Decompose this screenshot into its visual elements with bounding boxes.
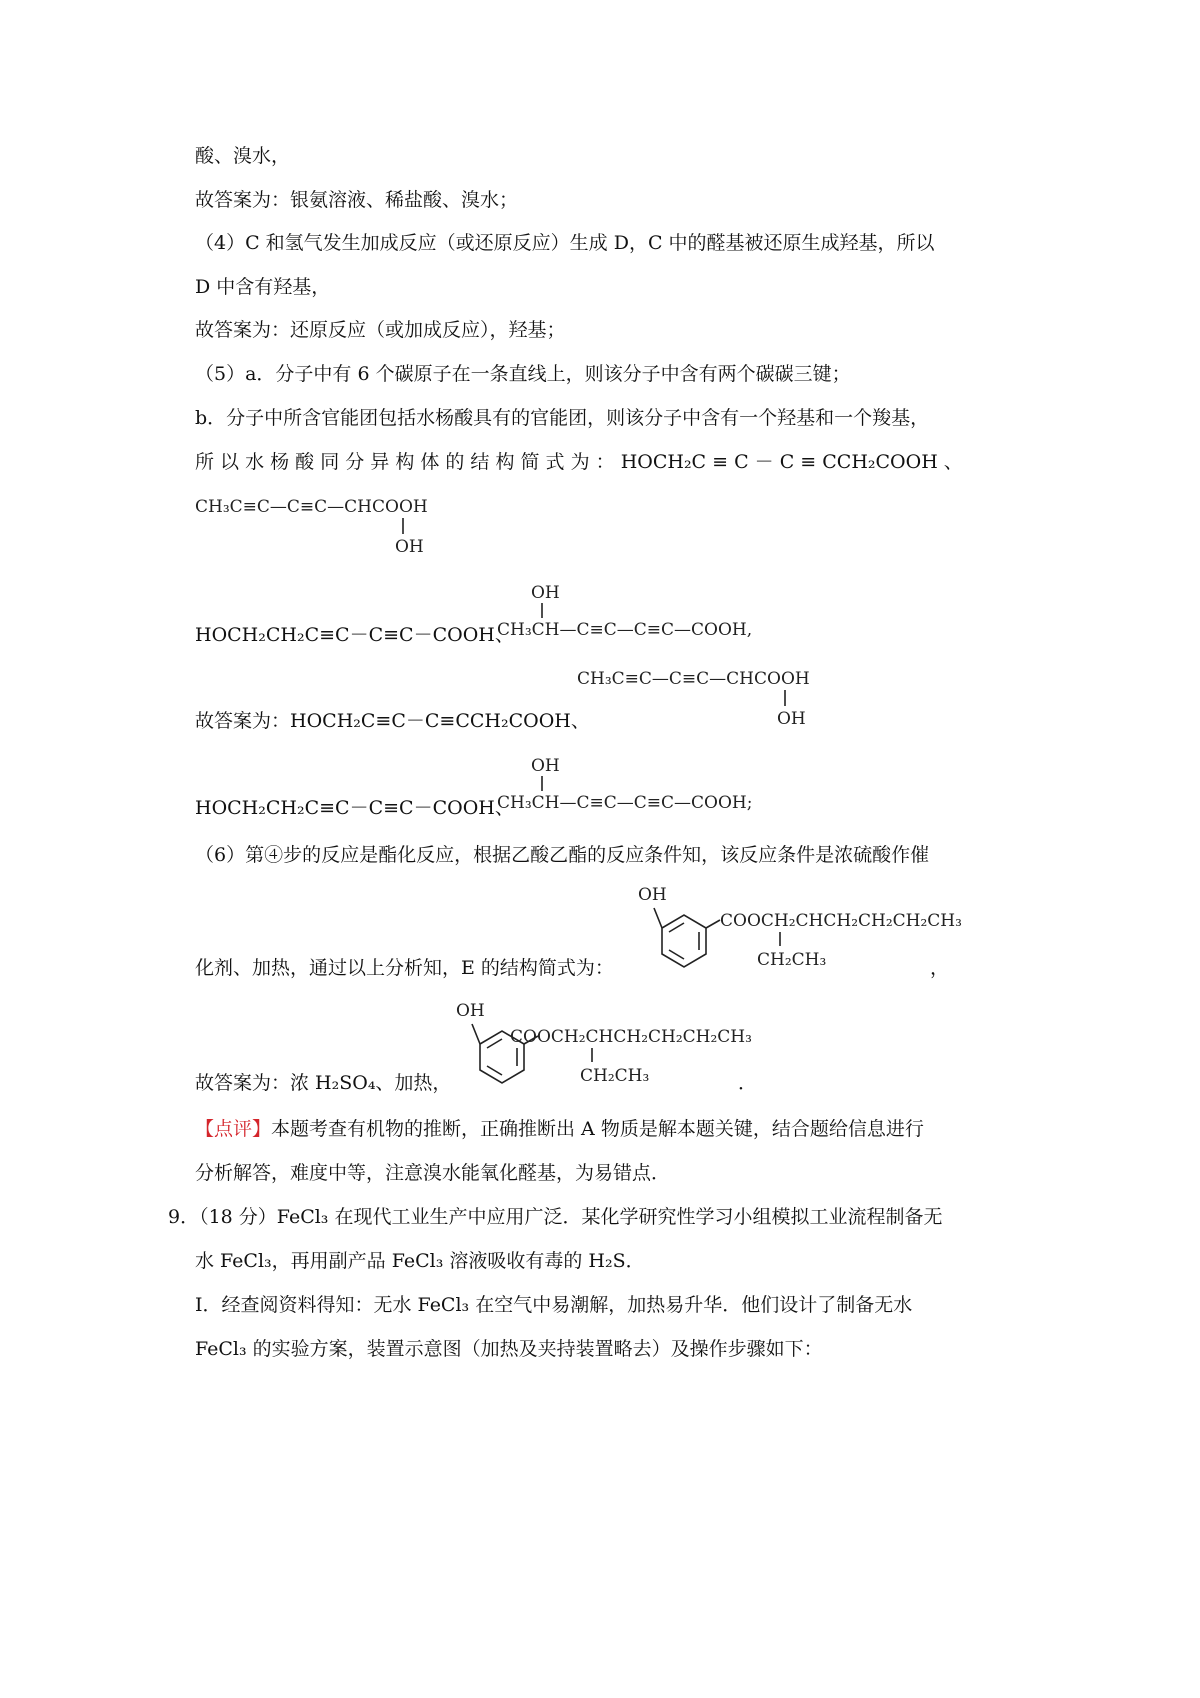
- formula: HOCH₂C ≡ C － C ≡ CCH₂COOH 、: [620, 451, 963, 473]
- structure-formula-s2: [497, 580, 817, 650]
- answer-line: 故答案为：浓 H₂SO₄、加热，: [195, 1072, 452, 1094]
- text-line: （5）a．分子中有 6 个碳原子在一条直线上，则该分子中含有两个碳碳三键；: [195, 363, 851, 385]
- structure-top: OH: [456, 1001, 485, 1021]
- structure-formula-s5: [622, 882, 962, 982]
- structure-main: COOCH₂CHCH₂CH₂CH₂CH₃: [510, 1027, 752, 1047]
- text-line: 化剂、加热，通过以上分析知，E 的结构简式为：: [195, 957, 614, 979]
- formula: HOCH₂C≡C－C≡CCH₂COOH、: [290, 710, 590, 732]
- punctuation: ．: [738, 1072, 758, 1094]
- punctuation: ，: [930, 957, 950, 979]
- structure-sub: CH₂CH₃: [580, 1066, 650, 1086]
- text-prefix: 所 以 水 杨 酸 同 分 异 构 体 的 结 构 简 式 为 ：: [195, 451, 615, 473]
- structure-formula-s4: [497, 753, 817, 823]
- structure-formula-s6: [440, 998, 760, 1098]
- text-prefix: 故答案为：: [195, 710, 291, 732]
- comment-line: [195, 1116, 924, 1142]
- comment-line: 分析解答，难度中等，注意溴水能氧化醛基，为易错点．: [195, 1162, 671, 1184]
- structure-sub: OH: [395, 537, 424, 557]
- formula: HOCH₂CH₂C≡C－C≡C－COOH、: [195, 797, 514, 819]
- structure-top: OH: [531, 583, 560, 603]
- comment-tag: 【点评】: [195, 1118, 272, 1140]
- question-9-line: FeCl₃ 的实验方案，装置示意图（加热及夹持装置略去）及操作步骤如下：: [195, 1338, 823, 1360]
- text-line: D 中含有羟基，: [195, 276, 331, 298]
- comment-text: 本题考查有机物的推断，正确推断出 A 物质是解本题关键，结合题给信息进行: [271, 1118, 924, 1140]
- question-9-line: 9．（18 分）FeCl₃ 在现代工业生产中应用广泛．某化学研究性学习小组模拟工业流程制备无: [168, 1206, 943, 1228]
- structure-sub: OH: [777, 709, 806, 729]
- answer-line: [195, 708, 590, 734]
- structure-main: CH₃CH—C≡C—C≡C—COOH,: [497, 620, 753, 640]
- structure-formula-s1: [195, 492, 495, 562]
- question-9-line: Ⅰ．经查阅资料得知：无水 FeCl₃ 在空气中易潮解，加热易升华．他们设计了制备无水: [195, 1294, 913, 1316]
- structure-main: CH₃C≡C—C≡C—CHCOOH: [195, 497, 428, 517]
- text-line: （4）C 和氢气发生加成反应（或还原反应）生成 D，C 中的醛基被还原生成羟基，所以: [195, 232, 935, 254]
- structure-main: CH₃C≡C—C≡C—CHCOOH: [577, 669, 810, 689]
- text-line: 酸、溴水，: [195, 145, 291, 167]
- text-line: [195, 449, 963, 475]
- text-line: （6）第④步的反应是酯化反应，根据乙酸乙酯的反应条件知，该反应条件是浓硫酸作催: [195, 844, 930, 866]
- structure-main: CH₃CH—C≡C—C≡C—COOH;: [497, 793, 753, 813]
- answer-line: 故答案为：银氨溶液、稀盐酸、溴水；: [195, 189, 519, 211]
- structure-top: OH: [638, 885, 667, 905]
- text-line: b．分子中所含官能团包括水杨酸具有的官能团，则该分子中含有一个羟基和一个羧基，: [195, 407, 930, 429]
- question-9-line: 水 FeCl₃，再用副产品 FeCl₃ 溶液吸收有毒的 H₂S．: [195, 1250, 645, 1272]
- formula: HOCH₂CH₂C≡C－C≡C－COOH、: [195, 624, 514, 646]
- structure-sub: CH₂CH₃: [757, 950, 827, 970]
- structure-main: COOCH₂CHCH₂CH₂CH₂CH₃: [720, 911, 962, 931]
- answer-line: 故答案为：还原反应（或加成反应），羟基；: [195, 319, 566, 341]
- structure-formula-s3: [577, 664, 877, 734]
- structure-top: OH: [531, 756, 560, 776]
